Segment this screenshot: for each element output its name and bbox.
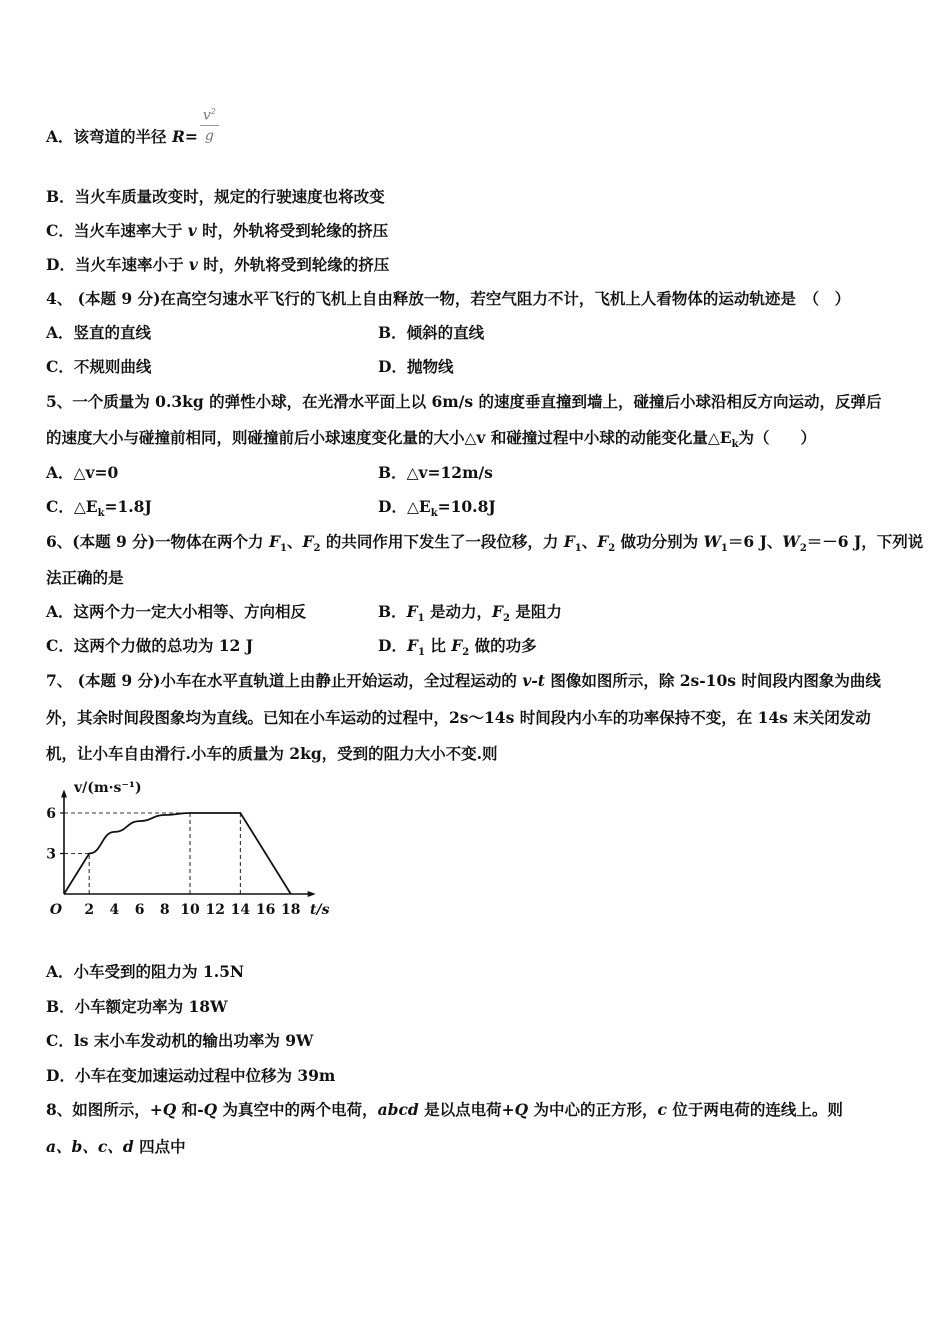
q5-option-b: B．△v=12m/s: [378, 463, 493, 482]
q8-stem-line2: a、b、c、d 四点中: [46, 1137, 186, 1156]
q7-stem-line1: 7、 (本题 9 分)小车在水平直轨道上由静止开始运动，全过程运动的 v-t 图像如图所示，除 2s-10s 时间段内图象为曲线: [46, 671, 881, 690]
fraction-denominator: g: [204, 128, 214, 145]
fraction-v2-over-g: [200, 102, 219, 147]
chart-x-label: t/s: [310, 902, 330, 918]
x-tick-label-10: 10: [180, 902, 200, 918]
q3-option-b: B．当火车质量改变时，规定的行驶速度也将改变: [46, 187, 385, 206]
q5-option-a: A．△v=0: [46, 463, 119, 482]
q5-option-d: D．$\triangle E_k=10.8J$: [378, 497, 496, 520]
q8-stem-line1: 8、如图所示，+Q 和-Q 为真空中的两个电荷，abcd 是以点电荷+Q 为中心的正方形，c 位于两电荷的连线上。则: [46, 1100, 843, 1119]
x-tick-label-14: 14: [230, 902, 251, 918]
q3-a-text: A．该弯道的半径: [46, 127, 172, 146]
q7-option-a: A．小车受到的阻力为 1.5N: [46, 962, 245, 981]
q5-option-c: C．$\triangle E_k=1.8J$: [46, 497, 152, 520]
q3-option-d: D．当火车速率小于 v 时，外轨将受到轮缘的挤压: [46, 255, 390, 274]
chart-axes: [61, 790, 316, 898]
x-tick-label-4: 4: [109, 902, 120, 918]
series-line-0: [64, 813, 291, 894]
q7-option-d: D．小车在变加速运动过程中位移为 39m: [46, 1066, 336, 1085]
q6-stem-line1: 6、(本题 9 分)一物体在两个力 $F_1$、$F_2$ 的共同作用下发生了一段位移，力 $F_1$、$F_2$ 做功分别为 $W_1=6$ J、$W_2=-6$ J，下列说: [46, 532, 924, 555]
q4-option-d: D．抛物线: [378, 357, 454, 376]
y-tick-label-3: 3: [46, 846, 56, 863]
y-axis-arrow: [61, 790, 67, 798]
x-tick-label-O: O: [49, 902, 63, 918]
q3-a-r: R=: [171, 127, 198, 146]
q7-stem-line2: 外，其余时间段图象均为直线。已知在小车运动的过程中，2s～14s 时间段内小车的功率保持不变，在 14s 末关闭发动: [46, 708, 871, 727]
q4-option-a: A．竖直的直线: [46, 323, 152, 342]
x-axis-arrow: [308, 891, 316, 897]
q7-stem-line3: 机，让小车自由滑行.小车的质量为 2kg，受到的阻力大小不变.则: [46, 744, 498, 763]
q4-option-c: C．不规则曲线: [46, 357, 152, 376]
chart-y-ticks: [46, 806, 64, 863]
q6-option-a: A．这两个力一定大小相等、方向相反: [46, 602, 307, 621]
q6-option-d: D．$F_1$ 比 $F_2$ 做的功多: [378, 636, 537, 659]
chart-y-label: v/(m·s⁻¹): [74, 780, 142, 796]
q7-option-c: C．ls 末小车发动机的输出功率为 9W: [46, 1031, 314, 1050]
x-tick-label-6: 6: [134, 902, 145, 918]
q5-stem-line2: 的速度大小与碰撞前相同，则碰撞前后小球速度变化量的大小△v 和碰撞过程中小球的动能变化量$\triangle E_k$为（ ）: [46, 428, 817, 451]
q5-stem-line1: 5、一个质量为 0.3kg 的弹性小球，在光滑水平面上以 6m/s 的速度垂直撞到墙上，碰撞后小球沿相反方向运动，反弹后: [46, 392, 882, 411]
q6-option-c: C．这两个力做的总功为 12 J: [46, 636, 254, 655]
x-tick-label-12: 12: [205, 902, 225, 918]
q4-stem: 4、 (本题 9 分)在高空匀速水平飞行的飞机上自由释放一物，若空气阻力不计，飞机上人看物体的运动轨迹是 （ ）: [46, 289, 851, 308]
x-tick-label-8: 8: [159, 902, 170, 918]
chart-x-ticks: [50, 902, 301, 918]
q3-option-a: [46, 106, 219, 147]
x-tick-label-2: 2: [84, 902, 95, 918]
q7-option-b: B．小车额定功率为 18W: [46, 997, 228, 1016]
q6-stem-line2: 法正确的是: [46, 568, 124, 587]
fraction-numerator: $v^2$: [200, 102, 219, 127]
vt-chart: [40, 772, 340, 922]
q6-option-b: B．$F_1$ 是动力，$F_2$ 是阻力: [378, 602, 562, 625]
x-tick-label-18: 18: [281, 902, 301, 918]
q3-option-c: C．当火车速率大于 v 时，外轨将受到轮缘的挤压: [46, 221, 389, 240]
x-tick-label-16: 16: [255, 902, 276, 918]
chart-series: [64, 813, 291, 894]
q4-option-b: B．倾斜的直线: [378, 323, 485, 342]
y-tick-label-6: 6: [46, 806, 56, 822]
